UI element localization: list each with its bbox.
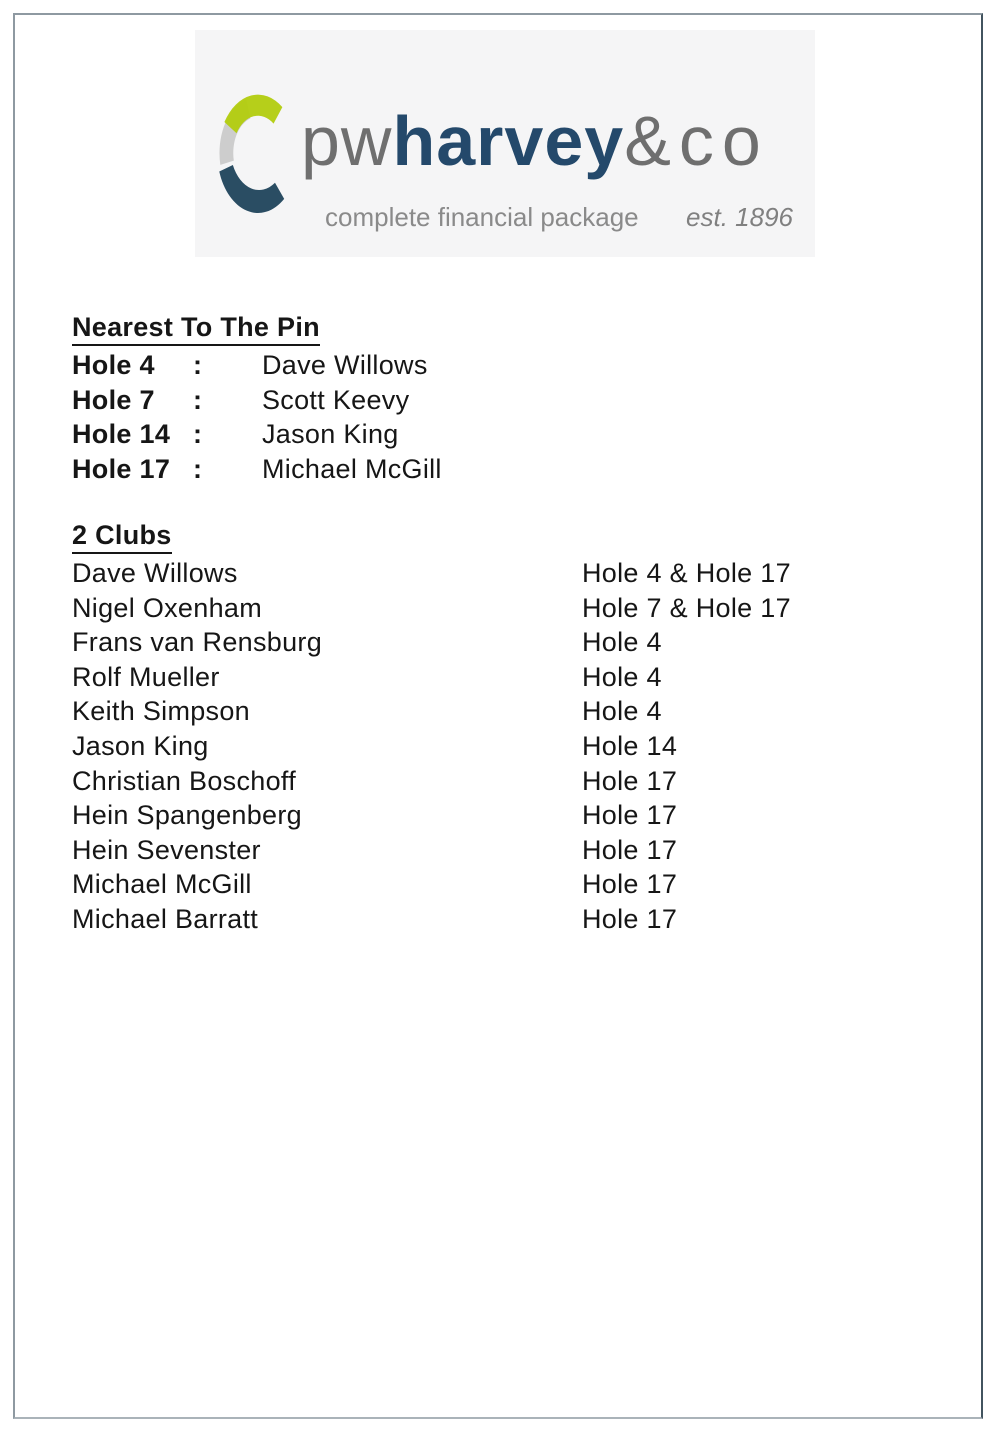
brand-main: harvey — [392, 102, 625, 180]
club-row — [72, 833, 791, 868]
club-player-name: Frans van Rensburg — [72, 627, 323, 658]
club-holes: Hole 17 — [582, 834, 678, 865]
club-row — [72, 591, 791, 626]
club-player-name: Dave Willows — [72, 558, 238, 588]
pin-hole-label: Hole 7 — [72, 384, 155, 415]
club-row — [72, 764, 791, 799]
brand-prefix: pw — [301, 102, 393, 180]
club-player-name: Christian Boschoff — [72, 765, 297, 796]
brand-suffix: &co — [624, 102, 769, 180]
club-holes: Hole 17 — [582, 869, 678, 900]
pin-winner-name: Scott Keevy — [262, 384, 410, 415]
pin-row — [72, 383, 442, 418]
brand-tagline: complete financial package — [325, 202, 639, 232]
logo-arc-navy — [219, 165, 284, 213]
club-player-name: Keith Simpson — [72, 696, 250, 727]
club-player-name: Jason King — [72, 730, 209, 761]
club-row — [72, 694, 791, 729]
pin-row — [72, 452, 442, 487]
club-holes: Hole 7 & Hole 17 — [582, 592, 791, 623]
pin-row — [72, 417, 442, 452]
club-player-name: Hein Spangenberg — [72, 800, 302, 831]
club-row — [72, 729, 791, 764]
club-player-name: Michael Barratt — [72, 903, 259, 934]
pin-winner-name: Michael McGill — [262, 453, 442, 484]
pin-row — [72, 348, 442, 383]
club-row — [72, 625, 791, 660]
logo-swoosh-icon — [203, 72, 313, 234]
brand-tagline-row — [325, 202, 793, 233]
club-player-name: Nigel Oxenham — [72, 592, 262, 623]
club-player-name: Hein Sevenster — [72, 834, 261, 865]
club-player-name: Michael McGill — [72, 869, 252, 900]
pin-separator: : — [193, 419, 203, 450]
logo-arc-green — [224, 95, 282, 134]
club-holes: Hole 4 & Hole 17 — [582, 558, 791, 588]
club-holes: Hole 4 — [582, 661, 662, 692]
club-row — [72, 660, 791, 695]
pin-separator: : — [193, 384, 203, 415]
pin-winner-name: Jason King — [262, 419, 399, 450]
pin-hole-label: Hole 4 — [72, 350, 155, 380]
club-row — [72, 556, 791, 591]
club-row — [72, 867, 791, 902]
two-clubs-section — [72, 519, 791, 937]
club-holes: Hole 4 — [582, 627, 662, 658]
pin-hole-label: Hole 14 — [72, 419, 171, 450]
nearest-to-pin-section — [72, 311, 442, 486]
club-holes: Hole 17 — [582, 800, 678, 831]
club-row — [72, 902, 791, 937]
pin-separator: : — [193, 350, 203, 380]
club-holes: Hole 17 — [582, 903, 678, 934]
club-holes: Hole 17 — [582, 765, 678, 796]
club-row — [72, 798, 791, 833]
club-holes: Hole 14 — [582, 730, 678, 761]
two-clubs-heading: 2 Clubs — [72, 519, 172, 554]
brand-wordmark — [301, 102, 769, 180]
pin-separator: : — [193, 453, 203, 484]
brand-established: est. 1896 — [686, 202, 793, 232]
club-player-name: Rolf Mueller — [72, 661, 220, 692]
club-holes: Hole 4 — [582, 696, 662, 727]
nearest-to-pin-heading: Nearest To The Pin — [72, 311, 320, 346]
company-logo — [195, 30, 815, 257]
pin-hole-label: Hole 17 — [72, 453, 171, 484]
pin-winner-name: Dave Willows — [262, 350, 428, 380]
